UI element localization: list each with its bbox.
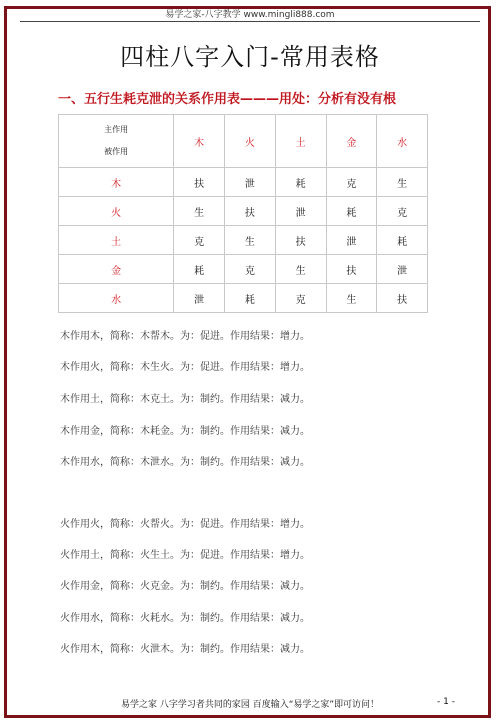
table-cell: 扶 <box>326 255 377 284</box>
table-cell: 扶 <box>174 168 225 197</box>
header-divider <box>20 21 480 22</box>
table-row <box>59 226 428 255</box>
page-number: - 1 - <box>437 697 455 707</box>
page-footer: 易学之家 八字学习者共同的家园 百度输入“易学之家”即可访问！ <box>120 700 380 710</box>
corner-bottom-label: 被作用 <box>104 147 129 156</box>
table-cell: 生 <box>225 226 276 255</box>
table-cell: 耗 <box>326 197 377 226</box>
paragraph: 火作用金，简称：火克金。为：制约。作用结果：减力。 <box>60 581 310 592</box>
table-cell: 耗 <box>275 168 326 197</box>
table-cell: 扶 <box>225 197 276 226</box>
table-cell: 扶 <box>275 226 326 255</box>
column-header: 木 <box>174 115 225 168</box>
table-row <box>59 197 428 226</box>
row-header: 木 <box>59 168 174 197</box>
table-cell: 生 <box>174 197 225 226</box>
paragraph: 火作用土，简称：火生土。为：促进。作用结果：增力。 <box>60 550 310 561</box>
row-header: 水 <box>59 284 174 313</box>
section-heading: 一、五行生耗克泄的关系作用表———用处：分析有没有根 <box>58 92 397 107</box>
row-header: 金 <box>59 255 174 284</box>
column-header: 土 <box>275 115 326 168</box>
row-header: 土 <box>59 226 174 255</box>
table-cell: 生 <box>275 255 326 284</box>
table-row <box>59 284 428 313</box>
table-row <box>59 168 428 197</box>
table-row <box>59 255 428 284</box>
table-cell: 泄 <box>225 168 276 197</box>
table-cell: 克 <box>275 284 326 313</box>
corner-top-label: 主作用 <box>104 125 129 134</box>
page-header: 易学之家-八字教学 www.mingli888.com <box>165 10 335 20</box>
column-header: 金 <box>326 115 377 168</box>
column-header: 火 <box>225 115 276 168</box>
paragraph: 火作用木，简称：火泄木。为：制约。作用结果：减力。 <box>60 644 310 655</box>
paragraph: 木作用水，简称：木泄水。为：制约。作用结果：减力。 <box>60 457 310 468</box>
table-cell: 克 <box>225 255 276 284</box>
table-cell: 泄 <box>174 284 225 313</box>
table-corner-cell <box>59 115 174 168</box>
table-header-row <box>59 115 428 168</box>
column-header: 水 <box>377 115 428 168</box>
table-cell: 耗 <box>225 284 276 313</box>
table-cell: 泄 <box>275 197 326 226</box>
paragraph: 木作用金，简称：木耗金。为：制约。作用结果：减力。 <box>60 426 310 437</box>
paragraph: 木作用火，简称：木生火。为：促进。作用结果：增力。 <box>60 362 310 373</box>
table-cell: 泄 <box>326 226 377 255</box>
table-cell: 生 <box>326 284 377 313</box>
table-cell: 泄 <box>377 255 428 284</box>
table-cell: 扶 <box>377 284 428 313</box>
row-header: 火 <box>59 197 174 226</box>
relation-table <box>58 114 428 313</box>
paragraph: 火作用火，简称：火帮火。为：促进。作用结果：增力。 <box>60 519 310 530</box>
table-cell: 耗 <box>174 255 225 284</box>
paragraph: 木作用土，简称：木克土。为：制约。作用结果：减力。 <box>60 394 310 405</box>
paragraph: 木作用木，简称：木帮木。为：促进。作用结果：增力。 <box>60 331 310 342</box>
table-cell: 克 <box>174 226 225 255</box>
table-cell: 克 <box>377 197 428 226</box>
table-cell: 耗 <box>377 226 428 255</box>
table-cell: 生 <box>377 168 428 197</box>
page-title: 四柱八字入门-常用表格 <box>120 43 380 71</box>
table-cell: 克 <box>326 168 377 197</box>
paragraph: 火作用水，简称：火耗水。为：制约。作用结果：减力。 <box>60 613 310 624</box>
